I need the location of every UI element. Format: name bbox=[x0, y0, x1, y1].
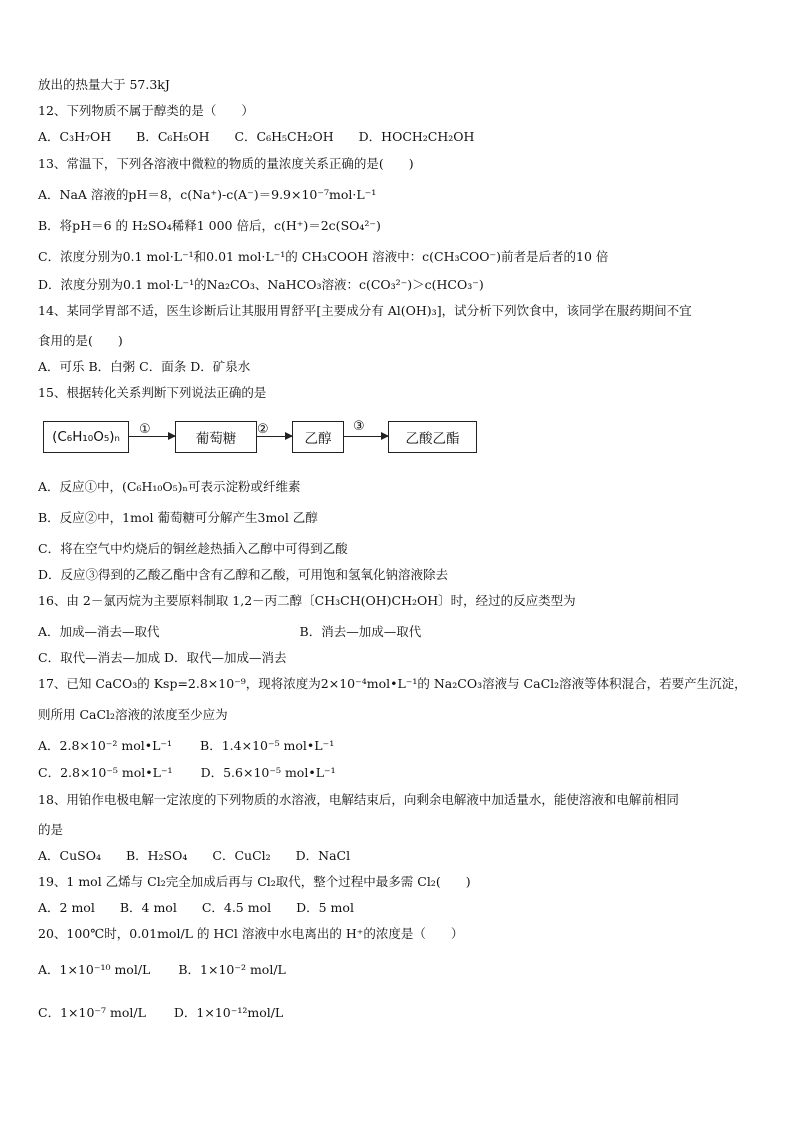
options-16-row1 bbox=[38, 624, 421, 640]
step-label-3: ③ bbox=[353, 419, 365, 434]
option-16a: A．加成—消去—取代 bbox=[38, 624, 160, 639]
question-12: 12、下列物质不属于醇类的是（ ） bbox=[38, 103, 254, 118]
options-12: A．C₃H₇OH B．C₆H₅OH C．C₆H₅CH₂OH D．HOCH₂CH₂OH bbox=[38, 129, 475, 144]
options-18: A．CuSO₄ B．H₂SO₄ C．CuCl₂ D．NaCl bbox=[38, 848, 351, 863]
option-17c: C．2.8×10⁻⁵ mol•L⁻¹ bbox=[38, 765, 173, 780]
option-17b: B．1.4×10⁻⁵ mol•L⁻¹ bbox=[200, 738, 335, 753]
option-15b: B．反应②中，1mol 葡萄糖可分解产生3mol 乙醇 bbox=[38, 510, 318, 525]
option-15a: A．反应①中，(C₆H₁₀O₅)ₙ可表示淀粉或纤维素 bbox=[38, 479, 301, 494]
options-16-row2: C．取代—消去—加成 D．取代—加成—消去 bbox=[38, 650, 287, 665]
diagram-box-glucose: 葡萄糖 bbox=[175, 421, 257, 453]
option-13d: D．浓度分别为0.1 mol·L⁻¹的Na₂CO₃、NaHCO₃溶液：c(CO₃²⁻)＞c(HCO₃⁻) bbox=[38, 277, 484, 292]
option-15d: D．反应③得到的乙酸乙酯中含有乙醇和乙酸，可用饱和氢氧化钠溶液除去 bbox=[38, 567, 449, 582]
arrow-3 bbox=[344, 436, 388, 437]
options-20-row2 bbox=[38, 1005, 283, 1021]
option-16b: B．消去—加成—取代 bbox=[299, 624, 422, 639]
question-14: 14、某同学胃部不适，医生诊断后让其服用胃舒平[主要成分有 Al(OH)₃]，试分析下列饮食中，该同学在服药期间不宜 bbox=[38, 303, 692, 318]
options-17-row2 bbox=[38, 765, 336, 781]
diagram-box-ethanol: 乙醇 bbox=[292, 421, 344, 453]
options-20-row1 bbox=[38, 962, 286, 978]
question-15: 15、根据转化关系判断下列说法正确的是 bbox=[38, 385, 267, 400]
options-14: A．可乐 B．白粥 C．面条 D．矿泉水 bbox=[38, 359, 251, 374]
question-13: 13、常温下，下列各溶液中微粒的物质的量浓度关系正确的是( ) bbox=[38, 156, 414, 171]
question-17: 17、已知 CaCO₃的 Ksp=2.8×10⁻⁹，现将浓度为2×10⁻⁴mol•L⁻¹的 Na₂CO₃溶液与 CaCl₂溶液等体积混合，若要产生沉淀， bbox=[38, 676, 747, 691]
diagram-box-ethyl-acetate: 乙酸乙酯 bbox=[388, 421, 477, 453]
options-17-row1 bbox=[38, 738, 334, 754]
question-14-cont: 食用的是( ) bbox=[38, 333, 123, 348]
question-20: 20、100℃时，0.01mol/L 的 HCl 溶液中水电离出的 H⁺的浓度是（ ） bbox=[38, 926, 464, 941]
step-label-2: ② bbox=[257, 422, 269, 437]
option-13c: C．浓度分别为0.1 mol·L⁻¹和0.01 mol·L⁻¹的 CH₃COOH 溶液中：c(CH₃COO⁻)前者是后者的10 倍 bbox=[38, 249, 609, 264]
arrow-1 bbox=[129, 436, 175, 437]
option-20c: C．1×10⁻⁷ mol/L bbox=[38, 1005, 146, 1020]
diagram-box-starch: (C₆H₁₀O₅)ₙ bbox=[43, 421, 129, 453]
options-19: A．2 mol B．4 mol C．4.5 mol D．5 mol bbox=[38, 900, 354, 915]
option-20d: D．1×10⁻¹²mol/L bbox=[173, 1005, 284, 1020]
question-18-cont: 的是 bbox=[38, 822, 64, 837]
question-18: 18、用铂作电极电解一定浓度的下列物质的水溶液，电解结束后，向剩余电解液中加适量水，能使溶液和电解前相同 bbox=[38, 792, 679, 807]
option-15c: C．将在空气中灼烧后的铜丝趁热插入乙醇中可得到乙酸 bbox=[38, 541, 348, 556]
option-17a: A．2.8×10⁻² mol•L⁻¹ bbox=[38, 738, 173, 753]
question-16: 16、由 2－氯丙烷为主要原料制取 1,2－丙二醇〔CH₃CH(OH)CH₂OH〕时，经过的反应类型为 bbox=[38, 593, 576, 608]
step-label-1: ① bbox=[139, 422, 151, 437]
question-19: 19、1 mol 乙烯与 Cl₂完全加成后再与 Cl₂取代，整个过程中最多需 Cl₂( ) bbox=[38, 874, 471, 889]
option-20b: B．1×10⁻² mol/L bbox=[178, 962, 286, 977]
option-17d: D．5.6×10⁻⁵ mol•L⁻¹ bbox=[200, 765, 336, 780]
option-20a: A．1×10⁻¹⁰ mol/L bbox=[38, 962, 151, 977]
option-13a: A．NaA 溶液的pH＝8，c(Na⁺)-c(A⁻)＝9.9×10⁻⁷mol·L⁻¹ bbox=[38, 187, 377, 202]
option-13b: B．将pH＝6 的 H₂SO₄稀释1 000 倍后，c(H⁺)＝2c(SO₄²⁻) bbox=[38, 218, 381, 233]
text-line: 放出的热量大于 57.3kJ bbox=[38, 77, 170, 92]
question-17-cont: 则所用 CaCl₂溶液的浓度至少应为 bbox=[38, 707, 228, 722]
